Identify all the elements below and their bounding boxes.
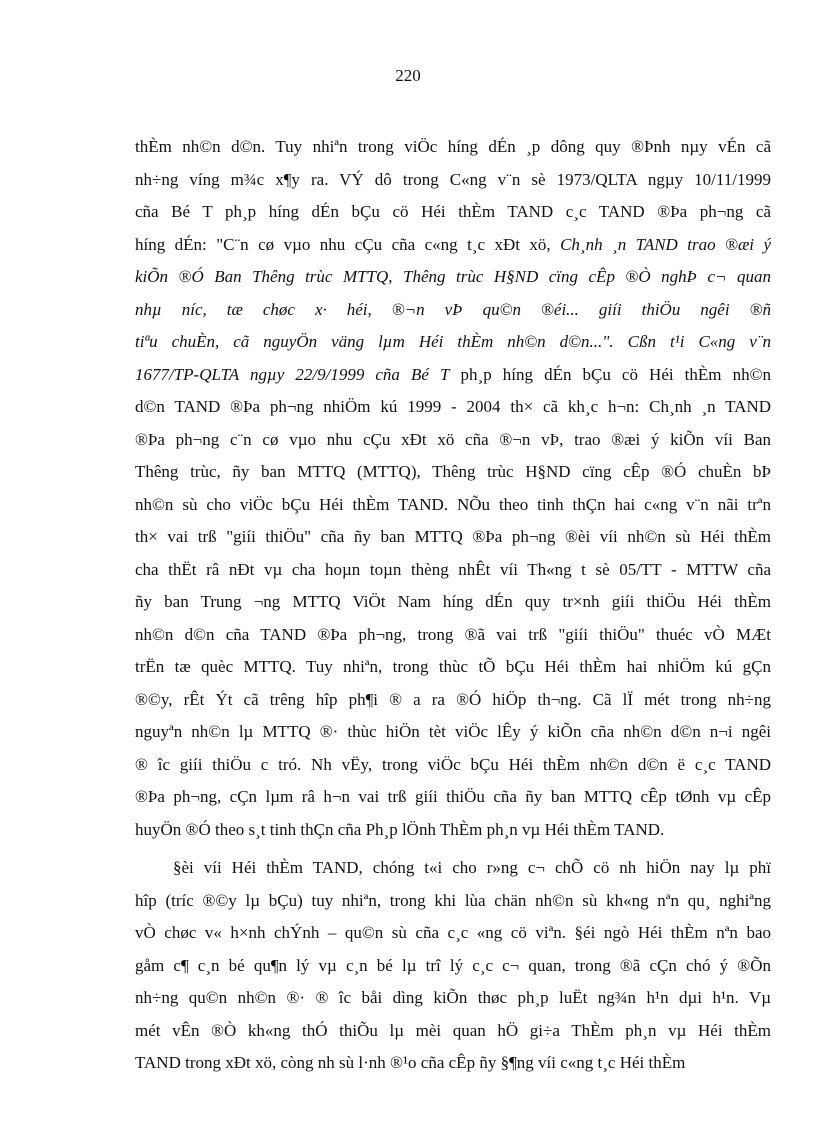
text-segment: ®Þa ph¬ng, cÇn lµm râ h¬n vai trß giíi thiÖu cña ñy ban MTTQ cÊp tØnh vµ cÊp <box>135 787 771 806</box>
text-segment: ®Þa ph¬ng c¨n cø vµo nhu cÇu xÐt xö cña ®¬n vÞ, trao ®æi ý kiÕn víi Ban <box>135 429 771 449</box>
paragraph-2 <box>135 852 771 1080</box>
text-line <box>135 391 771 424</box>
text-segment: nh÷ng qu©n nh©n ®· ® îc båi dìng kiÕn thøc ph¸p luËt ng¾n h¹n dµi h¹n. Vµ <box>135 988 771 1007</box>
text-segment: vÒ chøc v« h×nh chÝnh – qu©n sù cña c¸c «ng cö viªn. §éi ngò Héi thÈm nªn bao <box>135 923 771 942</box>
text-segment: thÈm nh©n d©n. Tuy nhiªn trong viÖc híng dÉn ¸p dông quy ®Þnh nµy vÉn cã <box>135 137 771 156</box>
text-line <box>135 982 771 1015</box>
text-line <box>135 424 771 457</box>
text-segment: §èi víi Héi thÈm TAND, chóng t«i cho r»ng c¬ chÕ cö nh hiÖn nay lµ phï <box>173 858 771 877</box>
text-segment: tiªu chuÈn, cã nguyÖn väng lµm Héi thÈm nh©n d©n...". <box>135 332 628 351</box>
text-segment: ñy ban Trung ¬ng MTTQ ViÖt Nam híng dÉn quy tr×nh giíi thiÖu Héi thÈm <box>135 592 771 611</box>
text-segment: kiÕn ®Ó Ban Thêng trùc MTTQ, Thêng trùc H§ND cïng cÊp ®Ò nghÞ c¬ quan <box>135 267 771 286</box>
text-line <box>135 456 771 489</box>
text-segment: nh©n d©n cña TAND ®Þa ph¬ng, trong ®ã vai trß "giíi thiÖu" thuéc vÒ MÆt <box>135 624 771 644</box>
text-line <box>135 229 771 262</box>
text-line <box>135 196 771 229</box>
body-text <box>135 131 771 1080</box>
text-line <box>135 294 771 327</box>
text-segment: nh©n sù cho viÖc bÇu Héi thÈm TAND. NÕu theo tinh thÇn hai c«ng v¨n nãi trªn <box>135 494 771 514</box>
text-line <box>135 716 771 749</box>
text-line <box>135 261 771 294</box>
text-segment: TAND trong xÐt xö, còng nh sù l·nh ®¹o cña cÊp ñy §¶ng víi c«ng t¸c Héi thÈm <box>135 1053 686 1072</box>
text-line <box>135 684 771 717</box>
text-segment: Thêng trùc, ñy ban MTTQ (MTTQ), Thêng trùc H§ND cïng cÊp ®Ó chuÈn bÞ <box>135 462 771 481</box>
text-segment: th× vai trß "giíi thiÖu" cña ñy ban MTTQ ®Þa ph¬ng ®èi víi nh©n sù Héi thÈm <box>135 527 771 546</box>
text-line <box>135 885 771 918</box>
text-line <box>135 950 771 983</box>
text-segment: hîp (tríc ®©y lµ bÇu) tuy nhiªn, trong khi lùa chän nh©n sù kh«ng nªn qu¸ nghiªng <box>135 890 771 910</box>
text-segment: cña Bé T ph¸p híng dÉn bÇu cö Héi thÈm TAND c¸c TAND ®Þa ph¬ng cã <box>135 202 771 221</box>
text-line <box>135 586 771 619</box>
text-line <box>135 619 771 652</box>
text-segment: 1677/TP-QLTA ngµy 22/9/1999 cña Bé T <box>135 364 450 384</box>
text-line <box>135 917 771 950</box>
page-number: 220 <box>395 66 421 85</box>
text-segment: huyÖn ®Ó theo s¸t tinh thÇn cña Ph¸p lÖnh ThÈm ph¸n vµ Héi thÈm TAND. <box>135 819 665 839</box>
text-line <box>135 489 771 522</box>
text-segment: Ch¸nh ¸n TAND trao ®æi ý <box>560 234 771 254</box>
text-line <box>135 852 771 885</box>
text-line <box>135 164 771 197</box>
text-line <box>135 359 771 392</box>
paragraph-1 <box>135 131 771 846</box>
text-segment: d©n TAND ®Þa ph¬ng nhiÖm kú 1999 - 2004 th× cã kh¸c h¬n: Ch¸nh ¸n TAND <box>135 397 771 416</box>
text-segment: ® îc giíi thiÖu c tró. Nh vËy, trong viÖc bÇu Héi thÈm nh©n d©n ë c¸c TAND <box>135 754 771 774</box>
text-segment: mét vÊn ®Ò kh«ng thÓ thiÕu lµ mèi quan hÖ gi÷a ThÈm ph¸n vµ Héi thÈm <box>135 1020 771 1040</box>
text-line <box>135 781 771 814</box>
text-segment: ph¸p híng dÉn bÇu cö Héi thÈm nh©n <box>449 364 771 384</box>
text-segment: ®©y, rÊt Ýt cã trêng hîp ph¶i ® a ra ®Ó hiÖp th¬ng. Cã lÏ mét trong nh÷ng <box>135 689 771 709</box>
text-segment: nhµ níc, tæ chøc x· héi, ®¬n vÞ qu©n ®éi... giíi thiÖu ngêi ®ñ <box>135 299 771 319</box>
text-segment: trËn tæ quèc MTTQ. Tuy nhiªn, trong thùc tÕ bÇu Héi thÈm hai nhiÖm kú gÇn <box>135 657 771 676</box>
text-segment: gåm c¶ c¸n bé qu¶n lý vµ c¸n bé lµ trî lý c¸c c¬ quan, trong ®ã cÇn chó ý ®Õn <box>135 955 771 975</box>
text-line <box>135 131 771 164</box>
text-line <box>135 749 771 782</box>
text-segment: nh÷ng víng m¾c x¶y ra. VÝ dô trong C«ng v¨n sè 1973/QLTA ngµy 10/11/1999 <box>135 169 771 189</box>
text-line <box>135 651 771 684</box>
text-segment: Cßn t¹i C«ng v¨n <box>627 332 771 351</box>
text-segment: nguyªn nh©n lµ MTTQ ®· thùc hiÖn tèt viÖc lÊy ý kiÕn cña nh©n d©n n¬i ngêi <box>135 722 771 741</box>
text-line <box>135 521 771 554</box>
text-line <box>135 326 771 359</box>
text-line <box>135 554 771 587</box>
text-segment: cha thËt râ nÐt vµ cha hoµn toµn thèng nhÊt víi Th«ng t sè 05/TT - MTTW cña <box>135 559 771 579</box>
text-segment: híng dÉn: "C¨n cø vµo nhu cÇu cña c«ng t¸c xÐt xö, <box>135 234 561 254</box>
text-line <box>135 814 771 847</box>
text-line <box>135 1015 771 1048</box>
text-line <box>135 1047 771 1080</box>
